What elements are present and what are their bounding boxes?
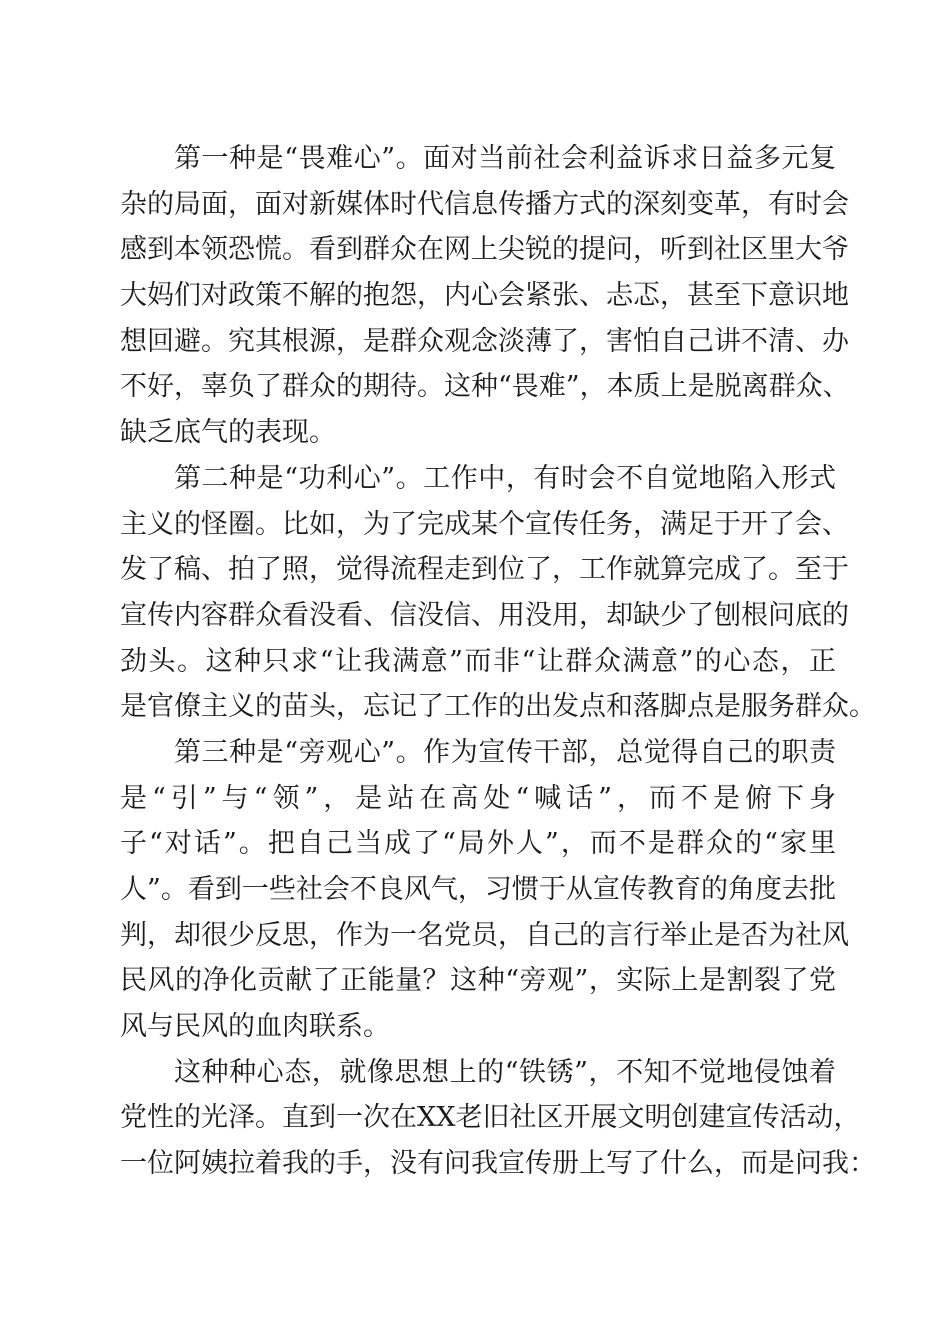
text-line: 是“引”与“领”，是站在高处“喊话”，而不是俯下身 bbox=[120, 782, 836, 814]
text-line: 杂的局面，面对新媒体时代信息传播方式的深刻变革，有时会 bbox=[120, 188, 849, 220]
text-line: 第三种是“旁观心”。作为宣传干部，总觉得自己的职责 bbox=[174, 736, 836, 768]
text-line: 一位阿姨拉着我的手，没有问我宣传册上写了什么，而是问我： bbox=[120, 1148, 876, 1180]
paragraph-utilitarian-mindset bbox=[120, 456, 876, 730]
text-line: 大妈们对政策不解的抱怨，内心会紧张、忐忑，甚至下意识地 bbox=[120, 280, 849, 312]
text-line: 第二种是“功利心”。工作中，有时会不自觉地陷入形式 bbox=[174, 462, 836, 494]
text-line: 党性的光泽。直到一次在XX老旧社区开展文明创建宣传活动， bbox=[120, 1102, 861, 1134]
text-line: 是官僚主义的苗头，忘记了工作的出发点和落脚点是服务群众。 bbox=[120, 691, 876, 723]
text-line: 这种种心态，就像思想上的“铁锈”，不知不觉地侵蚀着 bbox=[174, 1056, 836, 1088]
text-line: 风与民风的血肉联系。 bbox=[120, 1011, 390, 1043]
paragraph-fear-of-difficulty bbox=[120, 136, 850, 456]
text-line: 劲头。这种只求“让我满意”而非“让群众满意”的心态，正 bbox=[120, 645, 836, 677]
paragraph-rust-of-mind bbox=[120, 1050, 876, 1187]
text-line: 判，却很少反思，作为一名党员，自己的言行举止是否为社风 bbox=[120, 919, 849, 951]
document-body bbox=[120, 136, 876, 1187]
text-line: 想回避。究其根源，是群众观念淡薄了，害怕自己讲不清、办 bbox=[120, 325, 849, 357]
text-line: 人”。看到一些社会不良风气，习惯于从宣传教育的角度去批 bbox=[120, 874, 836, 905]
text-line: 缺乏底气的表现。 bbox=[120, 417, 336, 449]
text-line: 民风的净化贡献了正能量？这种“旁观”，实际上是割裂了党 bbox=[120, 965, 836, 997]
text-line: 第一种是“畏难心”。面对当前社会利益诉求日益多元复 bbox=[174, 143, 836, 174]
text-line: 不好，辜负了群众的期待。这种“畏难”，本质上是脱离群众、 bbox=[120, 371, 850, 403]
text-line: 宣传内容群众看没看、信没信、用没用，却缺少了刨根问底的 bbox=[120, 599, 849, 631]
text-line: 感到本领恐慌。看到群众在网上尖锐的提问，听到社区里大爷 bbox=[120, 234, 849, 266]
text-line: 主义的怪圈。比如，为了完成某个宣传任务，满足于开了会、 bbox=[120, 508, 849, 540]
text-line: 发了稿、拍了照，觉得流程走到位了，工作就算完成了。至于 bbox=[120, 554, 849, 586]
text-line: 子“对话”。把自己当成了“局外人”，而不是群众的“家里 bbox=[120, 828, 836, 860]
paragraph-bystander-mindset bbox=[120, 730, 849, 1050]
